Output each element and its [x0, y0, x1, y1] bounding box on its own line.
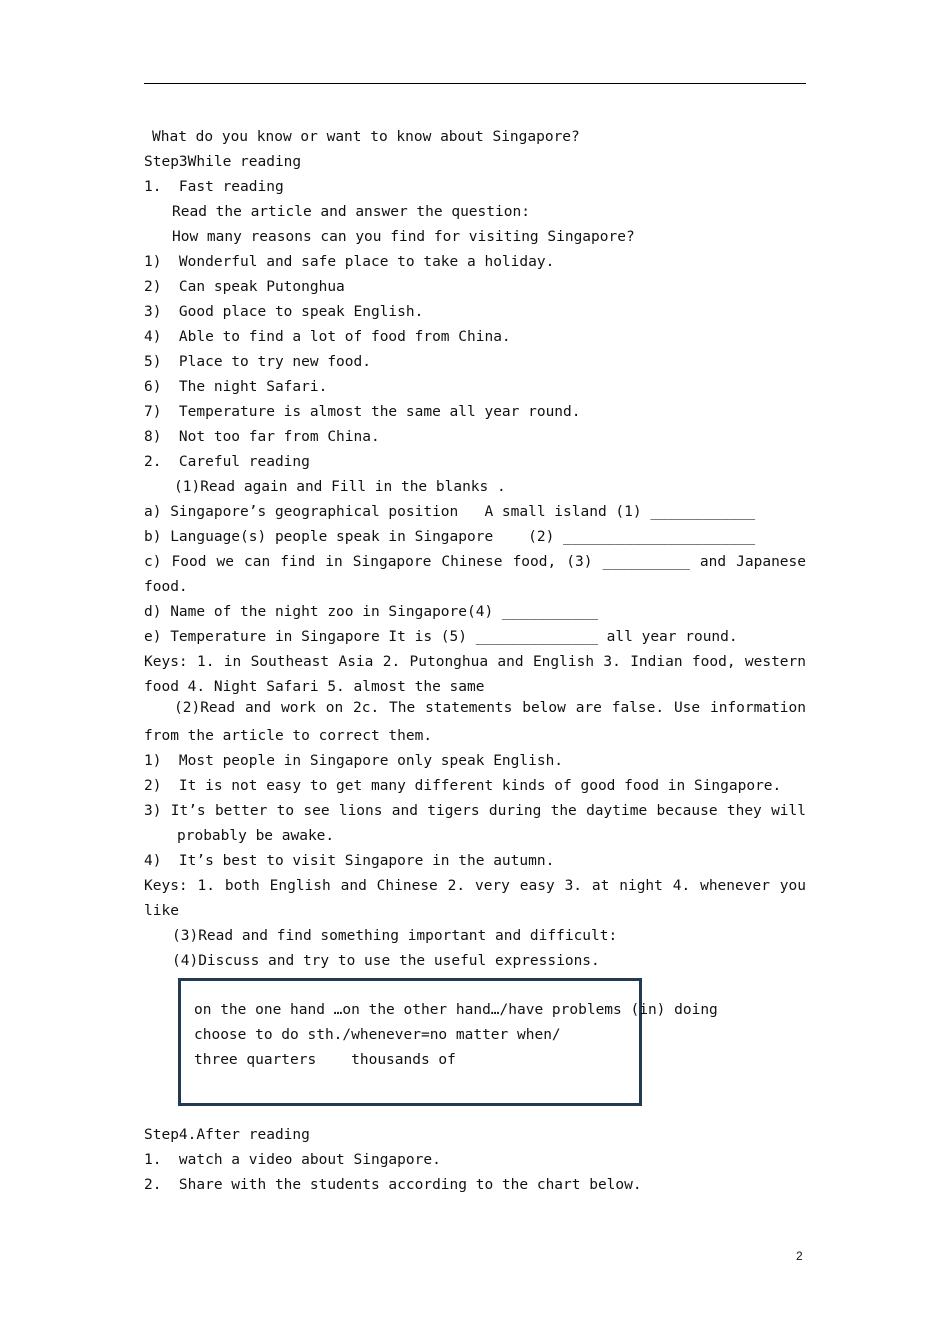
blank-item: e) Temperature in Singapore It is (5) ______________ all year round.	[144, 629, 738, 645]
false-statement: 3) It’s better to see lions and tigers during the daytime because they will	[144, 803, 806, 819]
fast-reading-heading: 1. Fast reading	[144, 179, 284, 195]
false-statement: 4) It’s best to visit Singapore in the autumn.	[144, 853, 555, 869]
false-statement-continued: probably be awake.	[177, 828, 335, 844]
keys-2-line1: Keys: 1. both English and Chinese 2. very easy 3. at night 4. whenever you	[144, 878, 806, 894]
task2-line1: (2)Read and work on 2c. The statements below are false. Use information	[174, 700, 806, 716]
step4-item: 2. Share with the students according to the chart below.	[144, 1177, 642, 1193]
task3-instruction: (3)Read and find something important and difficult:	[172, 928, 618, 944]
blank-item: b) Language(s) people speak in Singapore (2) ______________________	[144, 529, 756, 545]
intro-question: What do you know or want to know about Singapore?	[152, 129, 580, 145]
blank-item-continued: food.	[144, 579, 188, 595]
blank-item: d) Name of the night zoo in Singapore(4) ___________	[144, 604, 598, 620]
reason-item: 6) The night Safari.	[144, 379, 328, 395]
reason-item: 8) Not too far from China.	[144, 429, 380, 445]
keys-1-line2: food 4. Night Safari 5. almost the same	[144, 679, 485, 695]
reason-item: 3) Good place to speak English.	[144, 304, 424, 320]
false-statement: 2) It is not easy to get many different kinds of good food in Singapore.	[144, 778, 782, 794]
reason-item: 4) Able to find a lot of food from China.	[144, 329, 511, 345]
careful-reading-heading: 2. Careful reading	[144, 454, 310, 470]
blank-item: c) Food we can find in Singapore Chinese food, (3) __________ and Japanese	[144, 554, 806, 570]
header-rule	[144, 83, 806, 84]
reason-item: 1) Wonderful and safe place to take a holiday.	[144, 254, 555, 270]
task2-line2: from the article to correct them.	[144, 728, 433, 744]
fast-reading-question: How many reasons can you find for visiting Singapore?	[172, 229, 635, 245]
expression-line: three quarters thousands of	[194, 1052, 456, 1068]
expression-line: on the one hand …on the other hand…/have problems (in) doing	[194, 1002, 718, 1018]
blank-item: a) Singapore’s geographical position A small island (1) ____________	[144, 504, 756, 520]
step3-title: Step3While reading	[144, 154, 302, 170]
fast-reading-instruction: Read the article and answer the question:	[172, 204, 530, 220]
expression-line: choose to do sth./whenever=no matter when/	[194, 1027, 561, 1043]
reason-item: 5) Place to try new food.	[144, 354, 371, 370]
task4-instruction: (4)Discuss and try to use the useful expressions.	[172, 953, 600, 969]
step4-title: Step4.After reading	[144, 1127, 310, 1143]
reason-item: 2) Can speak Putonghua	[144, 279, 345, 295]
page-number: 2	[796, 1249, 803, 1263]
step4-item: 1. watch a video about Singapore.	[144, 1152, 441, 1168]
reason-item: 7) Temperature is almost the same all year round.	[144, 404, 581, 420]
task1-instruction: (1)Read again and Fill in the blanks .	[174, 479, 506, 495]
false-statement: 1) Most people in Singapore only speak English.	[144, 753, 564, 769]
keys-2-line2: like	[144, 903, 179, 919]
keys-1-line1: Keys: 1. in Southeast Asia 2. Putonghua and English 3. Indian food, western	[144, 654, 806, 670]
